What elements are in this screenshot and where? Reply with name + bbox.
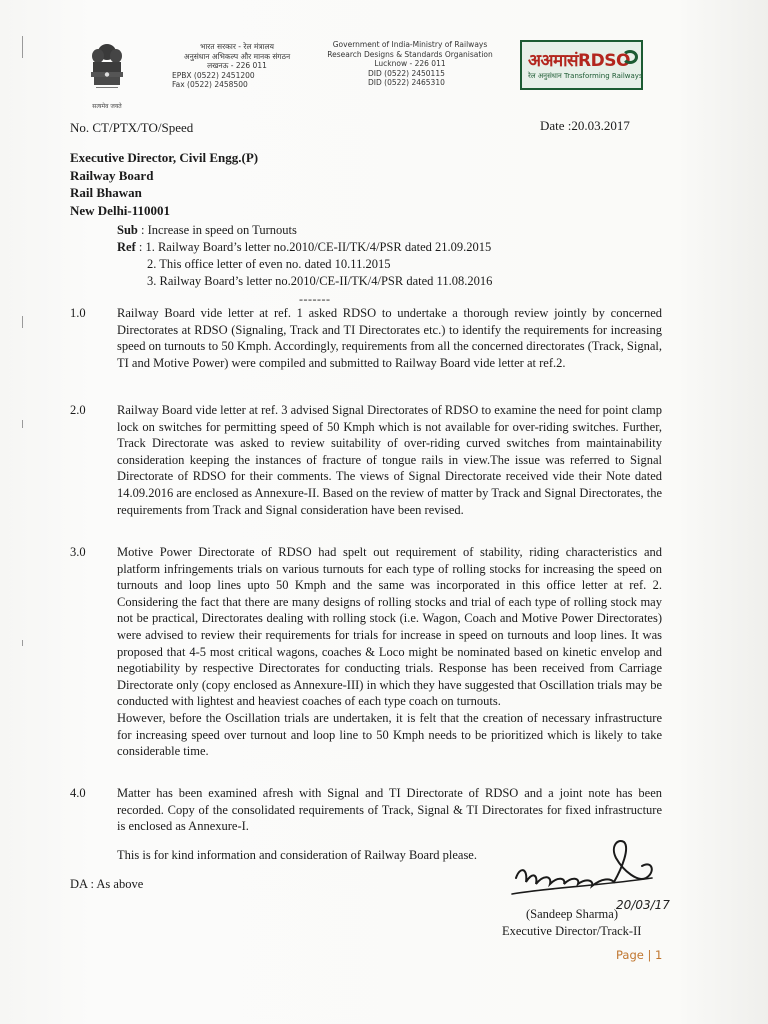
english-line-1: Government of India-Ministry of Railways	[332, 40, 488, 49]
subject-label: Sub	[117, 223, 138, 237]
paragraph-2	[70, 402, 662, 518]
fax-number: Fax (0522) 2458500	[172, 80, 248, 89]
paragraph-4	[70, 785, 662, 835]
paragraph-1	[70, 305, 662, 371]
reference-label: Ref	[117, 240, 136, 254]
addressee-line: New Delhi-110001	[70, 202, 171, 218]
emblem-caption: सत्यमेव जयते	[92, 103, 122, 110]
hindi-line-1: भारत सरकार - रेल मंत्रालय	[200, 42, 274, 51]
subject-block	[117, 222, 492, 290]
scan-mark	[22, 36, 23, 58]
signatory-name: (Sandeep Sharma)	[526, 907, 618, 921]
logo-swoosh-icon	[622, 50, 638, 64]
reference-line	[117, 239, 492, 256]
closing-line: This is for kind information and consideration of Railway Board please.	[117, 848, 477, 862]
reference-number: No. CT/PTX/TO/Speed	[70, 120, 194, 135]
letter-date: Date :20.03.2017	[540, 118, 630, 133]
addressee-block	[70, 149, 258, 219]
did-number-2: DID (0522) 2465310	[368, 78, 445, 87]
paragraph-text: Railway Board vide letter at ref. 1 asked RDSO to undertake a thorough review jointly by concerned Directorates at RDSO (Signaling, Track and TI Directorates etc.) to identify the requirements for increasing speed on turnouts to 50 Kmph. Accordingly, requirements from all the concerned directorates (Track, Signal, TI and Motive Power) were compiled and submitted to Railway Board vide letter at ref.2.	[117, 306, 662, 370]
separator: -------	[299, 292, 331, 306]
english-line-3: Lucknow - 226 011	[374, 59, 446, 68]
paragraph-number: 1.0	[70, 306, 86, 320]
national-emblem-icon	[84, 40, 130, 100]
logo-tagline: रेल अनुसंधान Transforming Railways	[528, 72, 643, 80]
reference-1: : 1. Railway Board’s letter no.2010/CE-II/TK/4/PSR dated 21.09.2015	[135, 240, 492, 254]
paragraph-text: Railway Board vide letter at ref. 3 advised Signal Directorates of RDSO to examine the need for point clamp lock on switches for permitting speed of 50 Kmph which is not available for over-riding switches. Further, Track Directorate was asked to review suitability of over-riding curved switches from maintainability consideration keeping the instances of fracture of tongue rails in view.The issue was referred to Signal Directorate of RDSO for their comments. The views of Signal Directorate received vide their Note dated 14.09.2016 are enclosed as Annexure-II. Based on the review of matter by Track and Signal Directorates, the requirements from Track and Signal consideration have been revised.	[117, 403, 662, 517]
epbx-number: EPBX (0522) 2451200	[172, 70, 255, 80]
did-number-1: DID (0522) 2450115	[368, 68, 445, 78]
english-line-2: Research Designs & Standards Organisation	[327, 49, 493, 59]
page-number: Page | 1	[616, 948, 663, 962]
addressee-line: Railway Board	[70, 167, 154, 183]
scan-mark	[22, 316, 23, 328]
signature-date: 20/03/17	[616, 898, 670, 912]
paragraph-number: 3.0	[70, 545, 86, 559]
rdso-logo	[520, 40, 643, 90]
subject-text: : Increase in speed on Turnouts	[137, 223, 297, 237]
scan-mark	[22, 420, 23, 428]
letterhead-english	[300, 40, 520, 88]
hindi-line-3: लखनऊ - 226 011	[207, 61, 267, 70]
paragraph-text: Motive Power Directorate of RDSO had spelt out requirement of stability, riding characteristics and platform infringements trials on various turnouts for each type of rolling stocks for increasing the speed on turnouts and loop lines upto 50 Kmph and the same was incorporated in this office letter at ref. 2. Considering the fact that there are many designs of rolling stocks and trial of each type of rolling stock may not be practical, Directorates dealing with rolling stock (i.e. Wagon, Coach and Motive Power Directorates) were advised to review their requirements for trials for increase in speed on turnouts and loop lines. It was proposed that 4-5 most critical wagons, coaches & Loco might be nominated based on kinetic envelop and negotiability by respective Directorates for conducting trials. Response has been received from Carriage Directorate only (copy enclosed as Annexure-III) in which they have suggested that Oscillation trials may be conducted with lightest and heaviest coaches of each type coach on turnouts.	[117, 545, 662, 709]
logo-wordmark: अअमासंRDSO	[528, 51, 630, 71]
addressee-line: Rail Bhawan	[70, 185, 142, 200]
reference-3: 3. Railway Board’s letter no.2010/CE-II/TK/4/PSR dated 11.08.2016	[147, 274, 493, 288]
hindi-line-2: अनुसंधान अभिकल्प और मानक संगठन	[183, 51, 291, 61]
scan-mark	[22, 640, 23, 646]
enclosure-note: DA : As above	[70, 877, 144, 891]
paragraph-number: 4.0	[70, 786, 86, 800]
reference-2: 2. This office letter of even no. dated 10.11.2015	[147, 257, 391, 271]
letterhead-hindi	[152, 42, 322, 90]
signatory-designation: Executive Director/Track-II	[502, 924, 642, 938]
paragraph-number: 2.0	[70, 403, 86, 417]
subject-line	[117, 222, 492, 239]
addressee-line: Executive Director, Civil Engg.(P)	[70, 150, 259, 165]
paragraph-text: Matter has been examined afresh with Signal and TI Directorate of RDSO and a joint note has been recorded. Copy of the consolidated requirements of Track, Signal & TI Directorates for fixed infrastructure is enclosed as Annexure-I.	[117, 786, 662, 834]
paragraph-text-continued: However, before the Oscillation trials are undertaken, it is felt that the creation of necessary infrastructure for increasing speed over turnout and loop line to 50 Kmph needs to be prioritized which is likely to take considerable time.	[117, 710, 662, 759]
paragraph-3	[70, 544, 662, 760]
